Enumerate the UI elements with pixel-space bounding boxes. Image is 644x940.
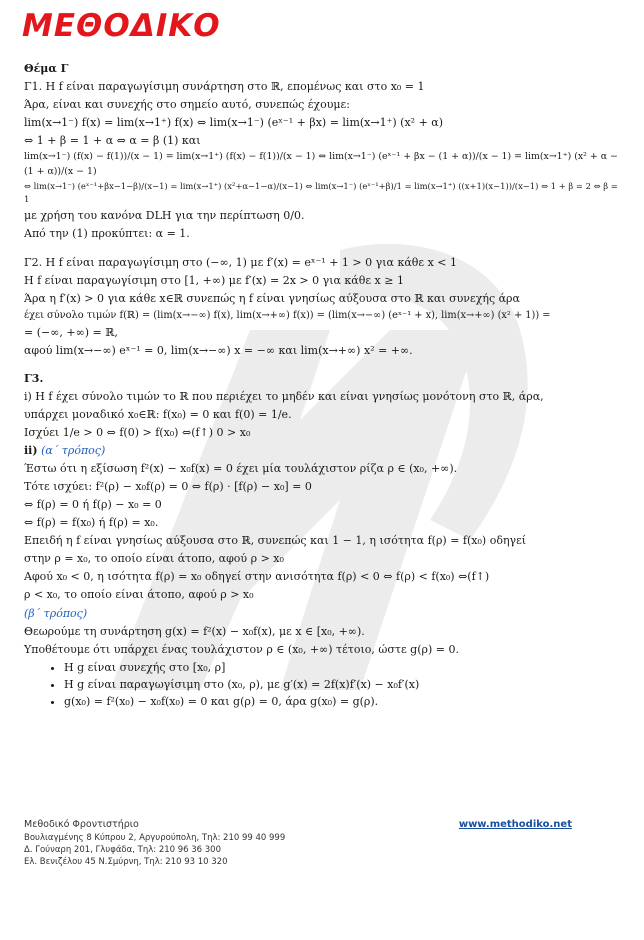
g3-b-bullet-list <box>24 659 624 710</box>
footer-address-1: Βουλιαγμένης 8 Κύπρου 2, Αργυρούπολη, Τηλ: 210 99 40 999 <box>24 832 286 843</box>
solution-content <box>24 60 624 710</box>
g1-line-4: ⇔ 1 + β = 1 + α ⇔ α = β (1) και <box>24 134 201 148</box>
g1-line-2: Άρα, είναι και συνεχής στο σημείο αυτό, συνεπώς έχουμε: <box>24 98 350 112</box>
g3-a-line-4: ⇔ f(ρ) = f(x₀) ή f(ρ) = x₀. <box>24 516 159 530</box>
g3-a-line-1: Έστω ότι η εξίσωση f²(x) − x₀f(x) = 0 έχει μία τουλάχιστον ρίζα ρ ∈ (x₀, +∞). <box>24 462 458 476</box>
g1-line-8: Από την (1) προκύπτει: α = 1. <box>24 227 190 241</box>
g3-title: Γ3. <box>24 371 44 385</box>
g3-i-line-3: Ισχύει 1/e > 0 ⇔ f(0) > f(x₀) ⇔(f↑) 0 > x₀ <box>24 426 251 440</box>
website-link[interactable]: www.methodiko.net <box>458 819 572 830</box>
methodiko-logo: ΜΕΘΟΔΙΚΟ <box>22 8 221 44</box>
list-item: • g(x₀) = f²(x₀) − x₀f(x₀) = 0 και g(ρ) = 0, άρα g(x₀) = g(ρ). <box>64 693 624 710</box>
footer-address-2: Δ. Γούναρη 201, Γλυφάδα, Τηλ: 210 96 36 300 <box>24 845 221 856</box>
g2-line-5: = (−∞, +∞) = ℝ, <box>24 325 118 339</box>
g3-b-line-1: Θεωρούμε τη συνάρτηση g(x) = f²(x) − x₀f(x), με x ∈ [x₀, +∞). <box>24 624 365 638</box>
g1-line-3: lim(x→1⁻) f(x) = lim(x→1⁺) f(x) ⇔ lim(x→1⁻) (eˣ⁻¹ + βx) = lim(x→1⁺) (x² + α) <box>24 116 444 130</box>
g3-i-line-2: υπάρχει μοναδικό x₀∈ℝ: f(x₀) = 0 και f(0) = 1/e. <box>24 408 292 422</box>
g1-line-6: ⇔ lim(x→1⁻) (eˣ⁻¹+βx−1−β)/(x−1) = lim(x→1⁺) (x²+α−1−α)/(x−1) ⇔ lim(x→1⁻) (eˣ⁻¹+β)/1 = lim(x→1⁺) ((x+1)(x−1))/(x−1) ⇔ 1 + β = 2 ⇔ β = 1 <box>24 181 618 205</box>
g2-line-6: αφού lim(x→−∞) eˣ⁻¹ = 0, lim(x→−∞) x = −∞ και lim(x→+∞) x² = +∞. <box>24 343 413 357</box>
g3-a-line-8: ρ < x₀, το οποίο είναι άτοπο, αφού ρ > x₀ <box>24 588 254 602</box>
g3-ii-heading: ii) (α΄ τρόπος) <box>24 444 106 458</box>
footer-address-3: Ελ. Βενιζέλου 45 Ν.Σμύρνη, Τηλ: 210 93 10 320 <box>24 857 228 868</box>
g1-line-5: lim(x→1⁻) (f(x) − f(1))/(x − 1) = lim(x→1⁺) (f(x) − f(1))/(x − 1) ⇔ lim(x→1⁻) (eˣ⁻¹ + βx − (1 + α))/(x − 1) = lim(x→1⁺) (x² + α − (1 + α))/(x − 1) <box>24 151 618 177</box>
g1-line-1: Γ1. Η f είναι παραγωγίσιμη συνάρτηση στο ℝ, επομένως και στο x₀ = 1 <box>24 80 425 94</box>
list-item: • Η g είναι παραγωγίσιμη στο (x₀, ρ), με g′(x) = 2f(x)f′(x) − x₀f′(x) <box>64 676 624 693</box>
g2-line-4: έχει σύνολο τιμών f(ℝ) = (lim(x→−∞) f(x), lim(x→+∞) f(x)) = (lim(x→−∞) (eˣ⁻¹ + x), lim(x→+∞) (x² + 1)) = <box>24 309 551 321</box>
g3-i-line-1: i) Η f έχει σύνολο τιμών το ℝ που περιέχει το μηδέν και είναι γνησίως μονότονη στο ℝ, άρα, <box>24 389 544 403</box>
list-item: • Η g είναι συνεχής στο [x₀, ρ] <box>64 659 624 676</box>
footer-name: Μεθοδικό Φροντιστήριο <box>24 819 139 830</box>
g3-a-line-5: Επειδή η f είναι γνησίως αύξουσα στο ℝ, συνεπώς και 1 − 1, η ισότητα f(ρ) = f(x₀) οδηγεί <box>24 534 527 548</box>
g2-line-1: Γ2. Η f είναι παραγωγίσιμη στο (−∞, 1) με f′(x) = eˣ⁻¹ + 1 > 0 για κάθε x < 1 <box>24 255 457 269</box>
g3-b-title: (β΄ τρόπος) <box>24 606 88 620</box>
g1-line-7: με χρήση του κανόνα DLH για την περίπτωση 0/0. <box>24 209 305 223</box>
g2-line-2: Η f είναι παραγωγίσιμη στο [1, +∞) με f′(x) = 2x > 0 για κάθε x ≥ 1 <box>24 273 404 287</box>
theme-title: Θέμα Γ <box>24 62 69 75</box>
footer <box>24 818 572 869</box>
g3-a-line-2: Τότε ισχύει: f²(ρ) − x₀f(ρ) = 0 ⇔ f(ρ) · [f(ρ) − x₀] = 0 <box>24 480 312 494</box>
g3-a-line-7: Αφού x₀ < 0, η ισότητα f(ρ) = x₀ οδηγεί στην ανισότητα f(ρ) < 0 ⇔ f(ρ) < f(x₀) ⇔(f↑) <box>24 570 490 584</box>
g3-a-line-3: ⇔ f(ρ) = 0 ή f(ρ) − x₀ = 0 <box>24 498 162 512</box>
g3-b-line-2: Υποθέτουμε ότι υπάρχει ένας τουλάχιστον ρ ∈ (x₀, +∞) τέτοιο, ώστε g(ρ) = 0. <box>24 642 459 656</box>
g2-line-3: Άρα η f′(x) > 0 για κάθε x∈ℝ συνεπώς η f είναι γνησίως αύξουσα στο ℝ και συνεχής άρα <box>24 291 520 305</box>
g3-a-line-6: στην ρ = x₀, το οποίο είναι άτοπο, αφού ρ > x₀ <box>24 552 284 566</box>
